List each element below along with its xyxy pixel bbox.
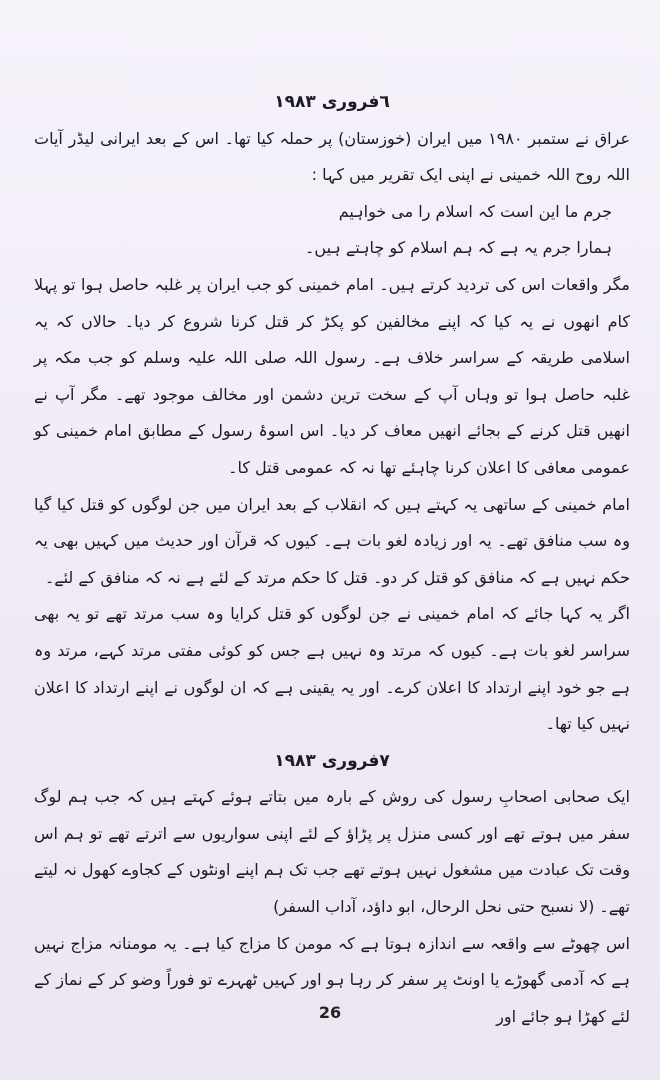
paragraph: اگر یہ کہا جائے کہ امام خمینی نے جن لوگوں کو قتل کرایا وہ سب مرتد تھے تو یہ بھی سراسر لغو بات ہے۔ کیوں کہ مرتد وہ نہیں ہے جس کو کوئی مفتی مرتد کہے، مرتد وہ ہے جو خود اپنے ارتداد کا اعلان کرے۔ اور یہ یقینی ہے کہ ان لوگوں نے اپنے ارتداد کا اعلان نہیں کیا تھا۔ xyxy=(34,604,630,734)
paragraph: امام خمینی کے ساتھی یہ کہتے ہیں کہ انقلاب کے بعد ایران میں جن لوگوں کو قتل کیا گیا وہ سب منافق تھے۔ یہ اور زیادہ لغو بات ہے۔ کیوں کہ قرآن اور حدیث میں کہیں بھی یہ حکم نہیں ہے کہ منافق کو قتل کر دو۔ قتل کا حکم مرتد کے لئے ہے نہ کہ منافق کے لئے۔ xyxy=(34,494,630,587)
paragraph: عراق نے ستمبر ١٩٨٠ میں ایران (خوزستان) پر حملہ کیا تھا۔ اس کے بعد ایرانی لیڈر آیات اللہ روح اللہ خمینی نے اپنی ایک تقریر میں کہا : xyxy=(34,128,631,185)
persian-quote: جرم ما این است کہ اسلام را می خواہیم xyxy=(338,201,612,221)
paragraph: اس چھوٹے سے واقعہ سے اندازہ ہوتا ہے کہ مومن کا مزاج کیا ہے۔ یہ مومنانہ مزاج نہیں ہے کہ آدمی گھوڑے یا اونٹ پر سفر کر رہا ہو اور کہیں ٹھہرے تو فوراً وضو کر کے نماز کے لئے کھڑا ہو جائے اور xyxy=(34,933,631,1026)
page-body xyxy=(34,84,630,1035)
entry-date: ٧فروری ١٩٨٣ xyxy=(274,750,390,771)
paragraph: مگر واقعات اس کی تردید کرتے ہیں۔ امام خمینی کو جب ایران پر غلبہ حاصل ہوا تو پہلا کام انھوں نے یہ کیا کہ اپنے مخالفین کو پکڑ کر قتل کرنا شروع کر دیا۔ حالاں کہ یہ اسلامی طریقہ کے سراسر خلاف ہے۔ رسول اللہ صلی اللہ علیہ وسلم کو جب مکہ پر غلبہ حاصل ہوا تو وہاں آپ کے سخت ترین دشمن اور مخالف موجود تھے۔ مگر آپ نے انھیں قتل کرنے کے بجائے انھیں معاف کر دیا۔ اس اسوۂ رسول کے مطابق امام خمینی کو عمومی معافی کا اعلان کرنا چاہئے تھا نہ کہ عمومی قتل کا۔ xyxy=(34,274,630,477)
entry-date: ٦فروری ١٩٨٣ xyxy=(274,92,390,112)
page-number: 26 xyxy=(318,1003,342,1022)
bleed-through-text xyxy=(20,15,640,45)
quote-translation: ہمارا جرم یہ ہے کہ ہم اسلام کو چاہتے ہیں۔ xyxy=(305,238,612,258)
paragraph: ایک صحابی اصحابِ رسول کی روش کے بارہ میں بتاتے ہوئے کہتے ہیں کہ جب ہم لوگ سفر میں ہوتے تھے اور کسی منزل پر پڑاؤ کے لئے اپنی سواریوں سے اترتے تھے تو ہم اس وقت تک عبادت میں مشغول نہیں ہوتے تھے جب تک ہم اپنے اونٹوں کے کجاوے کھول نہ لیتے تھے۔ (لا نسبح حتی نحل الرحال، ابو داؤد، آداب السفر) xyxy=(34,787,630,917)
